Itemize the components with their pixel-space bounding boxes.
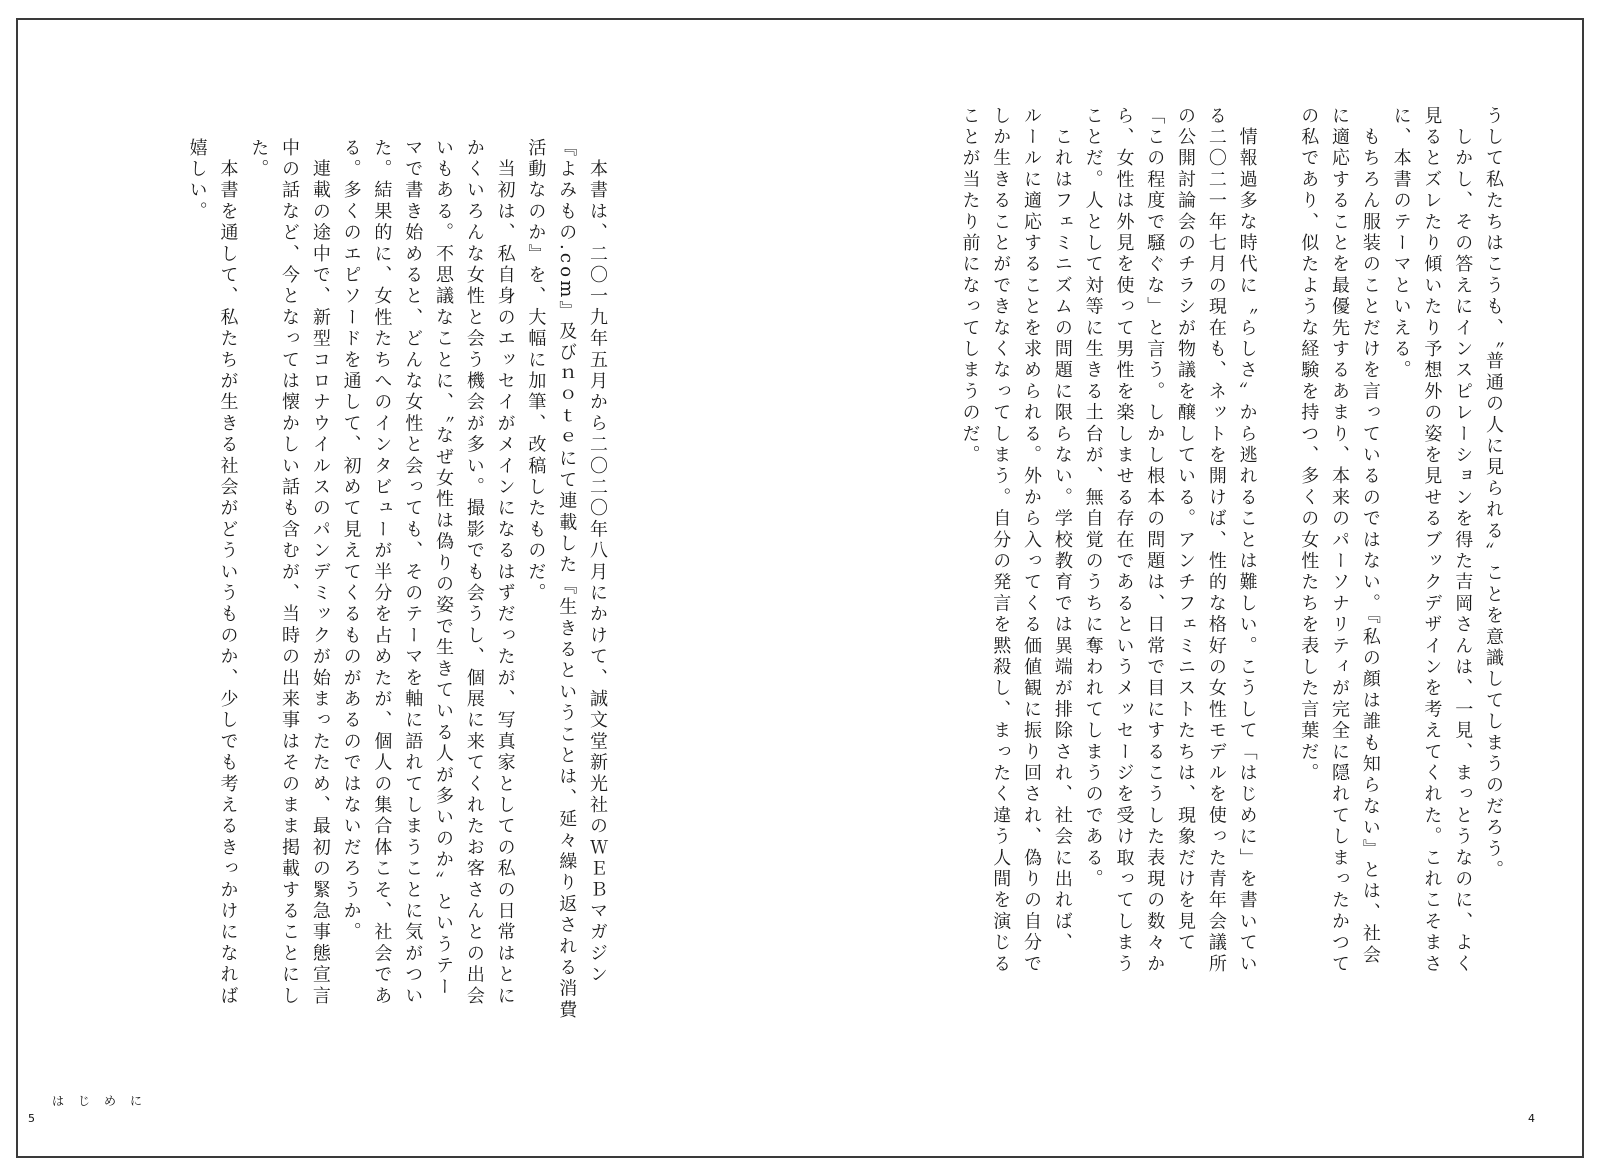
text-line: ら、女性は外見を使って男性を楽しませる存在であるというメッセージを受け取ってしまう xyxy=(1113,106,1135,976)
text-line: しかし、その答えにインスピレーションを得た吉岡さんは、一見、まっとうなのに、よく xyxy=(1452,106,1474,976)
text-line: た。結果的に、女性たちへのインタビューが半分を占めたが、個人の集合体こそ、社会であ xyxy=(371,138,393,1008)
text-line: 当初は、私自身のエッセイがメインになるはずだったが、写真家としての私の日常はとに xyxy=(494,138,516,1008)
text-line: に、本書のテーマといえる。 xyxy=(1390,106,1412,382)
left-page-text xyxy=(181,138,612,1022)
text-line: 見るとズレたり傾いたり予想外の姿を見せるブックデザインを考えてくれた。これこそまさ xyxy=(1421,106,1443,976)
text-line: 「この程度で騒ぐな」と言う。しかし根本の問題は、日常で目にするこうした表現の数々か xyxy=(1144,106,1166,976)
text-line: 本書を通して、私たちが生きる社会がどういうものか、少しでも考えるきっかけになれば xyxy=(217,138,239,1008)
text-line: これはフェミニズムの問題に限らない。学校教育では異端が排除され、社会に出れば、 xyxy=(1051,106,1073,954)
book-spread xyxy=(16,18,1584,1158)
text-line: の私であり、似たような経験を持つ、多くの女性たちを表した言葉だ。 xyxy=(1298,106,1320,785)
text-line: た。 xyxy=(248,138,270,181)
text-line: ことだ。人として対等に生きる土台が、無自覚のうちに奪われてしまうのである。 xyxy=(1082,106,1104,891)
right-page-text xyxy=(954,106,1508,976)
text-line: の公開討論会のチラシが物議を醸している。アンチフェミニストたちは、現象だけを見て xyxy=(1175,106,1197,954)
text-line xyxy=(1262,106,1293,976)
page-number-right: 4 xyxy=(1528,1112,1535,1125)
text-line: 中の話など、今となっては懐かしい話も含むが、当時の出来事はそのまま掲載することにし xyxy=(279,138,301,1008)
text-line: 連載の途中で、新型コロナウイルスのパンデミックが始まったため、最初の緊急事態宣言 xyxy=(309,138,331,1008)
text-line: る。多くのエピソードを通して、初めて見えてくるものがあるのではないだろうか。 xyxy=(340,138,362,944)
text-line: 嬉しい。 xyxy=(186,138,208,223)
running-head: はじめに xyxy=(52,1094,157,1108)
text-line: いもある。不思議なことに、〝なぜ女性は偽りの姿で生きている人が多いのか〟というテー xyxy=(433,138,455,999)
text-line: 『よみもの.com』及びｎｏｔｅにて連載した『生きるということは、延々繰り返される消費 xyxy=(556,138,578,1022)
text-line: しか生きることができなくなってしまう。自分の発言を黙殺し、まったく違う人間を演じる xyxy=(990,106,1012,976)
page-number-left: 5 xyxy=(28,1112,35,1125)
text-line: る二〇二一年七月の現在も、ネットを開けば、性的な格好の女性モデルを使った青年会議所 xyxy=(1205,106,1227,976)
text-line: かくいろんな女性と会う機会が多い。撮影でも会うし、個展に来てくれたお客さんとの出会 xyxy=(463,138,485,1008)
text-line: に適応することを最優先するあまり、本来のパーソナリティが完全に隠れてしまったかつて xyxy=(1329,106,1351,976)
text-line: マで書き始めると、どんな女性と会っても、そのテーマを軸に語れてしまうことに気がつい xyxy=(402,138,424,1008)
text-line: 活動なのか』を、大幅に加筆、改稿したものだ。 xyxy=(525,138,547,605)
text-line: もちろん服装のことだけを言っているのではない。『私の顔は誰も知らない』とは、社会 xyxy=(1359,106,1381,967)
text-line: 情報過多な時代に〝らしさ〟から逃れることは難しい。こうして「はじめに」を書いてい xyxy=(1236,106,1258,976)
text-line: 本書は、二〇一九年五月から二〇二〇年八月にかけて、誠文堂新光社のＷＥＢマガジン xyxy=(587,138,608,986)
text-line: ことが当たり前になってしまうのだ。 xyxy=(959,106,981,467)
text-line: ルールに適応することを求められる。外から入ってくる価値観に振り回され、偽りの自分で xyxy=(1021,106,1043,976)
text-line: うして私たちはこうも、〝普通の人に見られる〟ことを意識してしまうのだろう。 xyxy=(1483,106,1504,882)
